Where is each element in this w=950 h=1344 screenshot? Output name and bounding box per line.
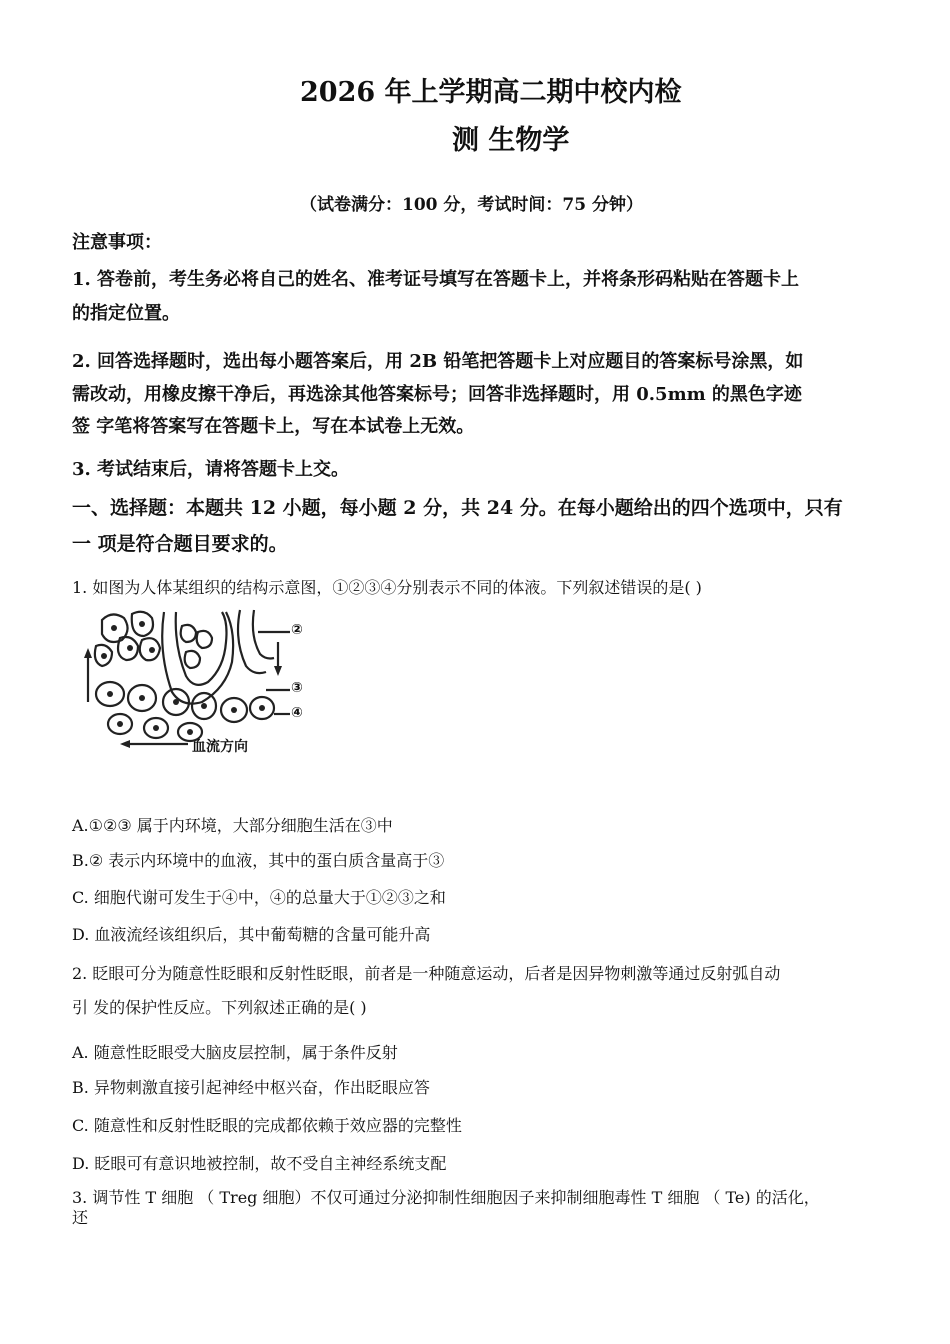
q1-option-b: B.② 表示内环境中的血液，其中的蛋白质含量高于③ — [72, 851, 445, 870]
tissue-diagram — [80, 602, 320, 752]
q2-option-d: D. 眨眼可有意识地被控制，故不受自主神经系统支配 — [72, 1154, 447, 1173]
note-1-line2: 的指定位置。 — [72, 303, 180, 324]
section1-line2: 一 项是符合题目要求的。 — [72, 533, 288, 555]
q1-option-c: C. 细胞代谢可发生于④中，④的总量大于①②③之和 — [72, 888, 446, 907]
note-2-line3: 签 字笔将答案写在答题卡上，写在本试卷上无效。 — [72, 416, 475, 437]
q2-stem-line1: 2. 眨眼可分为随意性眨眼和反射性眨眼，前者是一种随意运动，后者是因异物刺激等通过反射弧自动 — [72, 964, 781, 983]
exam-info: （试卷满分：100 分，考试时间：75 分钟） — [300, 195, 643, 215]
q3-stem-line1: 3. 调节性 T 细胞 （ Treg 细胞）不仅可通过分泌抑制性细胞因子来抑制细胞毒性 T 细胞 （ Te) 的活化， — [72, 1188, 820, 1207]
note-3: 3. 考试结束后，请将答题卡上交。 — [72, 459, 350, 480]
exam-title-line2: 测 生物学 — [452, 125, 570, 156]
note-1-line1: 1. 答卷前，考生务必将自己的姓名、准考证号填写在答题卡上，并将条形码粘贴在答题卡上 — [72, 269, 800, 290]
q2-stem-line2: 引 发的保护性反应。下列叙述正确的是( ) — [72, 998, 367, 1017]
q1-option-a: A.①②③ 属于内环境，大部分细胞生活在③中 — [72, 816, 393, 835]
q2-option-b: B. 异物刺激直接引起神经中枢兴奋，作出眨眼应答 — [72, 1078, 430, 1097]
q1-stem: 1. 如图为人体某组织的结构示意图，①②③④分别表示不同的体液。下列叙述错误的是( ) — [72, 578, 702, 597]
q1-option-d: D. 血液流经该组织后，其中葡萄糖的含量可能升高 — [72, 925, 431, 944]
q3-stem-line2: 还 — [72, 1208, 89, 1227]
notes-heading: 注意事项： — [72, 232, 162, 253]
section1-line1: 一、选择题：本题共 12 小题，每小题 2 分，共 24 分。在每小题给出的四个选项中，只有 — [72, 497, 843, 519]
q2-option-c: C. 随意性和反射性眨眼的完成都依赖于效应器的完整性 — [72, 1116, 462, 1135]
exam-title-line1: 2026 年上学期高二期中校内检 — [300, 77, 682, 108]
label-4: ④ — [291, 705, 303, 721]
label-2: ② — [291, 622, 303, 638]
blood-flow-label: 血流方向 — [192, 739, 248, 755]
label-3: ③ — [291, 680, 303, 696]
tissue-structure-figure — [80, 602, 320, 755]
q2-option-a: A. 随意性眨眼受大脑皮层控制，属于条件反射 — [72, 1043, 398, 1062]
note-2-line1: 2. 回答选择题时，选出每小题答案后，用 2B 铅笔把答题卡上对应题目的答案标号涂黑，如 — [72, 351, 804, 372]
note-2-line2: 需改动，用橡皮擦干净后，再选涂其他答案标号；回答非选择题时，用 0.5mm 的黑色字迹 — [72, 384, 802, 405]
